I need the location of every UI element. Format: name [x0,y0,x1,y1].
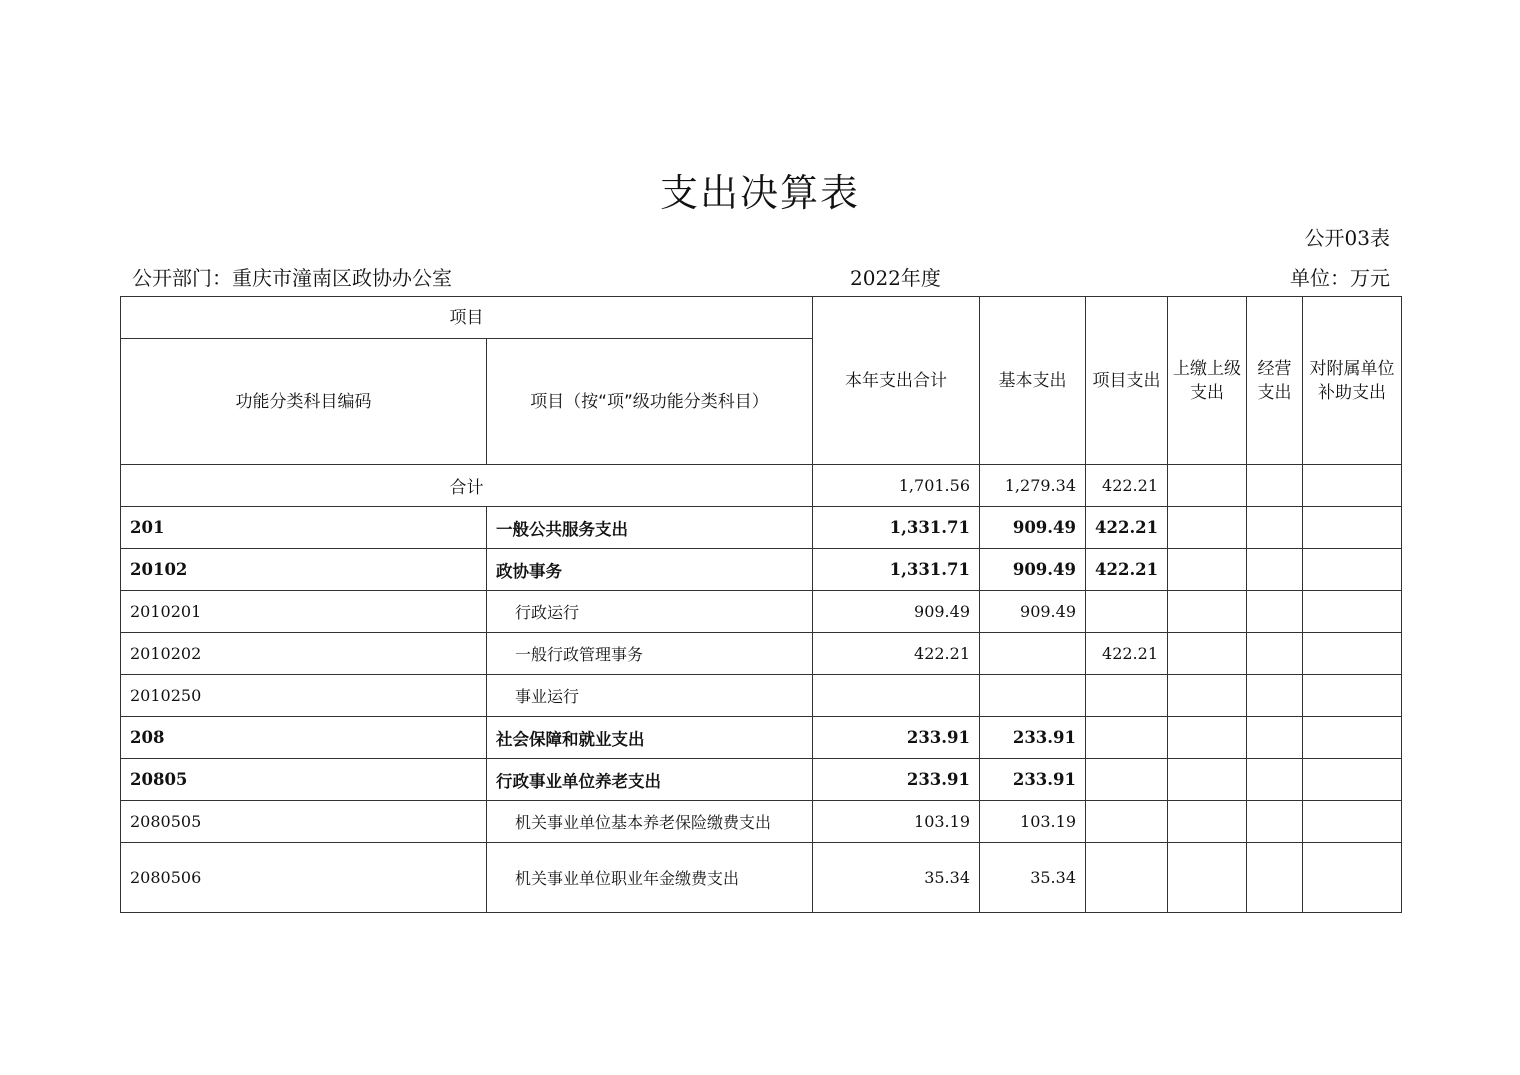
row-subsidy [1303,507,1402,549]
row-subsidy [1303,759,1402,801]
row-upper-level [1168,759,1247,801]
row-project-expenditure [1086,675,1168,717]
row-code: 20102 [121,549,487,591]
row-upper-level [1168,717,1247,759]
row-basic: 909.49 [980,507,1086,549]
row-code: 2010202 [121,633,487,675]
row-upper-level [1168,633,1247,675]
row-business [1247,549,1303,591]
total-upper-level [1168,465,1247,507]
row-subsidy [1303,801,1402,843]
header-code: 功能分类科目编码 [121,339,487,465]
row-code: 208 [121,717,487,759]
row-subsidy [1303,675,1402,717]
row-total: 422.21 [813,633,980,675]
row-subsidy [1303,843,1402,913]
row-project-expenditure [1086,801,1168,843]
row-code: 2080505 [121,801,487,843]
total-row [121,465,1402,507]
row-total: 1,331.71 [813,507,980,549]
row-name: 行政事业单位养老支出 [487,759,813,801]
total-subsidy [1303,465,1402,507]
row-total: 233.91 [813,717,980,759]
table-row [121,591,1402,633]
unit-label: 单位：万元 [1290,266,1390,290]
row-business [1247,801,1303,843]
row-upper-level [1168,801,1247,843]
row-total: 1,331.71 [813,549,980,591]
row-basic: 103.19 [980,801,1086,843]
table-row [121,801,1402,843]
row-project-expenditure [1086,591,1168,633]
row-business [1247,591,1303,633]
row-project-expenditure [1086,717,1168,759]
row-name: 政协事务 [487,549,813,591]
row-code: 2010250 [121,675,487,717]
total-amount: 1,701.56 [813,465,980,507]
row-basic: 909.49 [980,591,1086,633]
total-project-expenditure: 422.21 [1086,465,1168,507]
row-basic [980,633,1086,675]
fiscal-year-label: 2022年度 [850,266,941,290]
row-upper-level [1168,591,1247,633]
total-business [1247,465,1303,507]
expenditure-table [120,296,1402,913]
header-business: 经营支出 [1247,297,1303,465]
row-business [1247,717,1303,759]
page-title: 支出决算表 [659,171,860,215]
total-basic: 1,279.34 [980,465,1086,507]
row-basic: 35.34 [980,843,1086,913]
row-business [1247,507,1303,549]
row-project-expenditure: 422.21 [1086,633,1168,675]
header-subsidy: 对附属单位补助支出 [1303,297,1402,465]
row-name: 一般行政管理事务 [487,633,813,675]
row-upper-level [1168,549,1247,591]
department-label: 公开部门：重庆市潼南区政协办公室 [132,266,452,290]
row-code: 2010201 [121,591,487,633]
row-total: 35.34 [813,843,980,913]
row-business [1247,633,1303,675]
row-subsidy [1303,633,1402,675]
row-subsidy [1303,717,1402,759]
header-upper-level: 上缴上级支出 [1168,297,1247,465]
row-project-expenditure: 422.21 [1086,549,1168,591]
row-total: 909.49 [813,591,980,633]
table-row [121,633,1402,675]
row-name: 机关事业单位基本养老保险缴费支出 [487,801,813,843]
row-project-expenditure [1086,759,1168,801]
row-business [1247,759,1303,801]
table-row [121,843,1402,913]
table-row [121,759,1402,801]
row-name: 机关事业单位职业年金缴费支出 [487,843,813,913]
row-code: 2080506 [121,843,487,913]
row-upper-level [1168,675,1247,717]
header-project-expenditure: 项目支出 [1086,297,1168,465]
row-total: 103.19 [813,801,980,843]
row-name: 一般公共服务支出 [487,507,813,549]
row-total [813,675,980,717]
table-row [121,507,1402,549]
row-code: 201 [121,507,487,549]
table-row [121,717,1402,759]
row-basic: 909.49 [980,549,1086,591]
header-project: 项目 [121,297,813,339]
row-project-expenditure [1086,843,1168,913]
row-code: 20805 [121,759,487,801]
row-subsidy [1303,591,1402,633]
row-business [1247,675,1303,717]
table-row [121,675,1402,717]
header-total: 本年支出合计 [813,297,980,465]
row-upper-level [1168,843,1247,913]
row-basic [980,675,1086,717]
row-subsidy [1303,549,1402,591]
row-basic: 233.91 [980,759,1086,801]
row-project-expenditure: 422.21 [1086,507,1168,549]
row-name: 行政运行 [487,591,813,633]
row-name: 事业运行 [487,675,813,717]
row-name: 社会保障和就业支出 [487,717,813,759]
form-number: 公开03表 [1304,226,1390,250]
header-basic: 基本支出 [980,297,1086,465]
row-upper-level [1168,507,1247,549]
table-row [121,549,1402,591]
row-business [1247,843,1303,913]
row-total: 233.91 [813,759,980,801]
header-name: 项目（按“项”级功能分类科目） [487,339,813,465]
row-basic: 233.91 [980,717,1086,759]
total-label: 合计 [121,465,813,507]
